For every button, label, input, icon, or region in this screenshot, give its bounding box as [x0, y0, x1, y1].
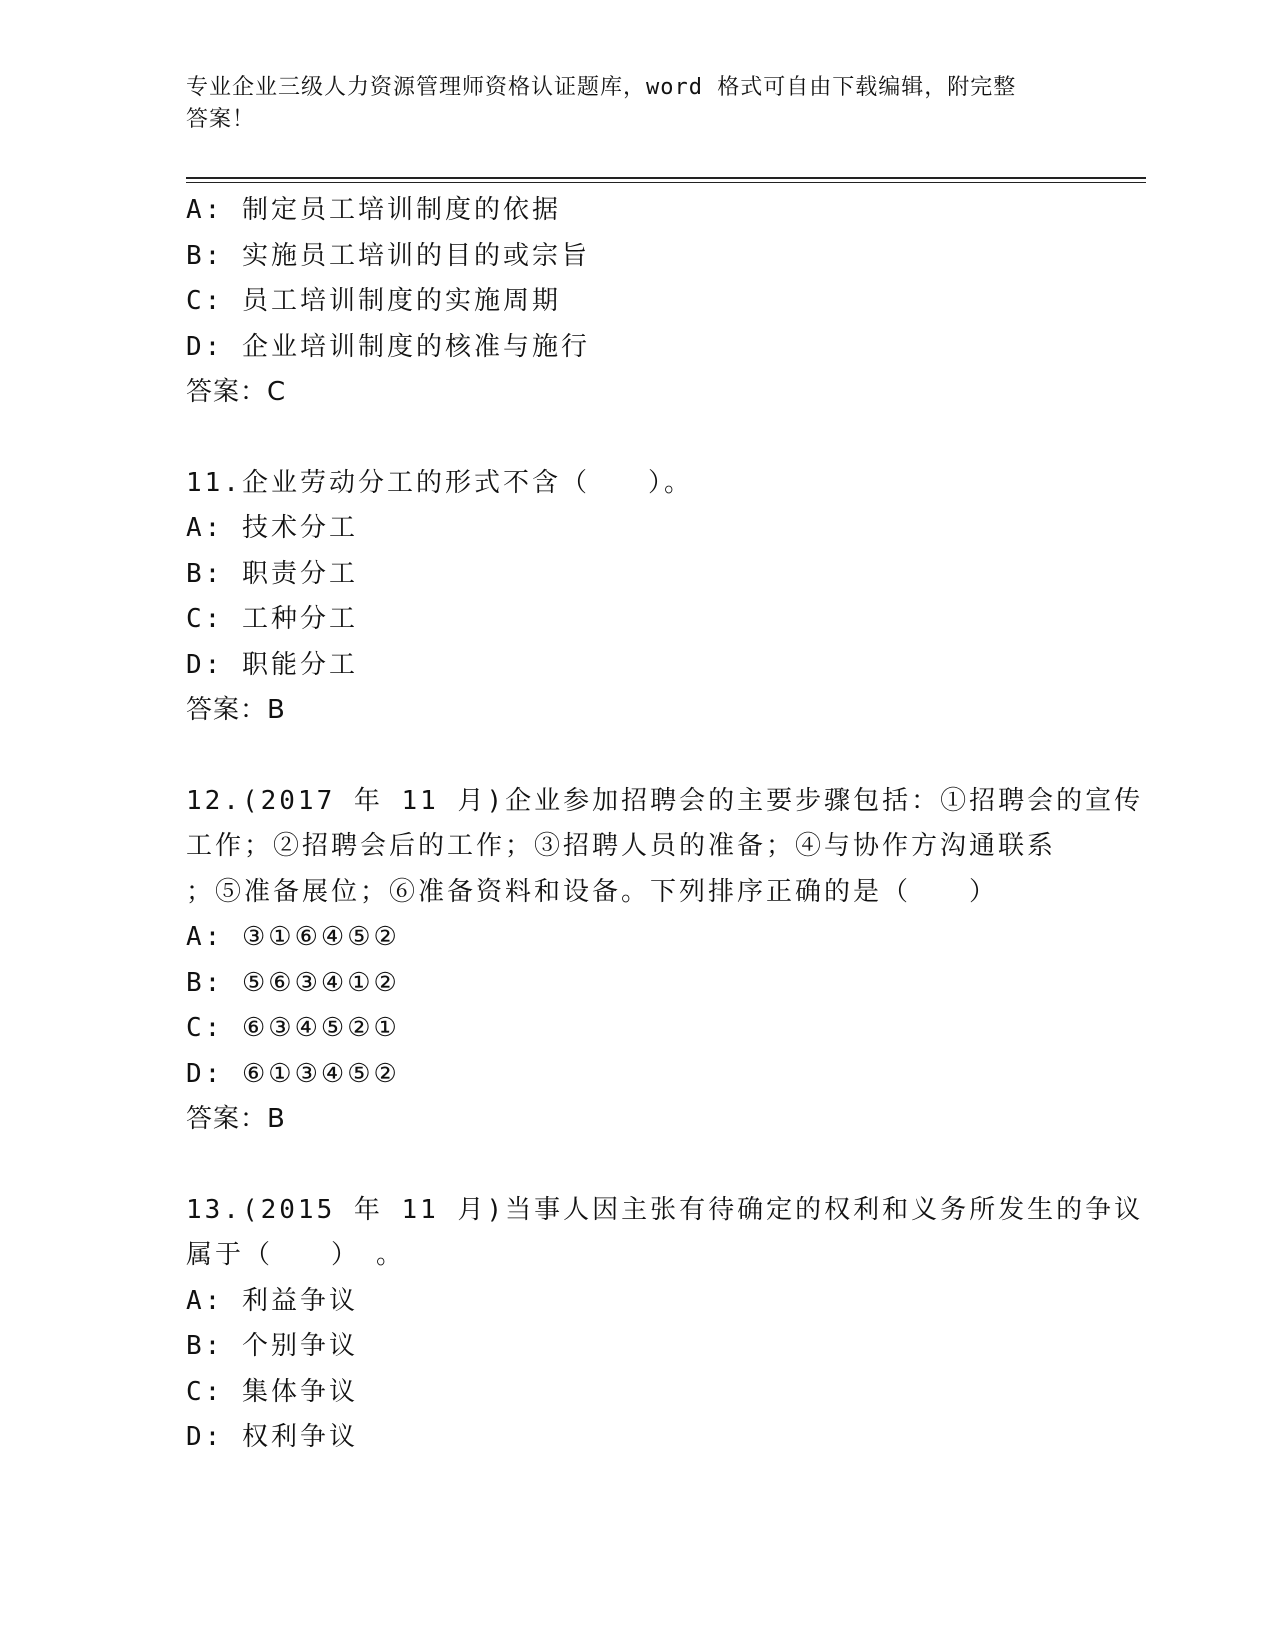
question-11 [186, 461, 1146, 734]
question-stem-line-1: 12.(2017 年 11 月)企业参加招聘会的主要步骤包括：①招聘会的宣传 [186, 785, 1144, 816]
question-stem-line-2: 属于（ ） 。 [186, 1240, 406, 1270]
option-b: B: ⑤⑥③④①② [186, 967, 400, 998]
option-d: D: 企业培训制度的核准与施行 [186, 331, 590, 362]
answer-label: 答案：C [186, 377, 287, 407]
question-stem-line-1: 13.(2015 年 11 月)当事人因主张有待确定的权利和义务所发生的争议 [186, 1194, 1144, 1225]
question-10 [186, 188, 1146, 416]
answer-label: 答案：B [186, 695, 286, 725]
question-gap [186, 1143, 1146, 1188]
option-d: D: 职能分工 [186, 649, 358, 680]
option-b: B: 职责分工 [186, 558, 358, 589]
header-divider-thin [186, 182, 1146, 183]
page-header [186, 72, 1066, 136]
option-d: D: 权利争议 [186, 1422, 358, 1452]
question-13 [186, 1188, 1146, 1461]
option-a: A: 技术分工 [186, 513, 358, 543]
document-page [186, 0, 1146, 1650]
option-a: A: 制定员工培训制度的依据 [186, 195, 561, 225]
option-a: A: ③①⑥④⑤② [186, 922, 400, 952]
question-stem-line-3: ；⑤准备展位；⑥准备资料和设备。下列排序正确的是（ ） [186, 876, 999, 907]
option-a: A: 利益争议 [186, 1285, 358, 1316]
option-c: C: 工种分工 [186, 604, 358, 634]
header-divider-thick [186, 177, 1146, 179]
option-c: C: 员工培训制度的实施周期 [186, 286, 561, 316]
option-c: C: ⑥③④⑤②① [186, 1013, 400, 1043]
question-gap [186, 416, 1146, 461]
option-b: B: 实施员工培训的目的或宗旨 [186, 240, 590, 271]
question-gap [186, 734, 1146, 779]
header-line-1: 专业企业三级人力资源管理师资格认证题库，word 格式可自由下载编辑，附完整 [186, 75, 1017, 100]
option-b: B: 个别争议 [186, 1331, 358, 1361]
question-stem: 11.企业劳动分工的形式不含（ ）。 [186, 467, 693, 498]
question-12 [186, 779, 1146, 1143]
header-line-2: 答案！ [186, 107, 256, 132]
option-c: C: 集体争议 [186, 1376, 358, 1407]
answer-label: 答案：B [186, 1104, 286, 1134]
question-list [186, 188, 1146, 1461]
option-d: D: ⑥①③④⑤② [186, 1058, 400, 1089]
question-stem-line-2: 工作；②招聘会后的工作；③招聘人员的准备；④与协作方沟通联系 [186, 831, 1057, 861]
